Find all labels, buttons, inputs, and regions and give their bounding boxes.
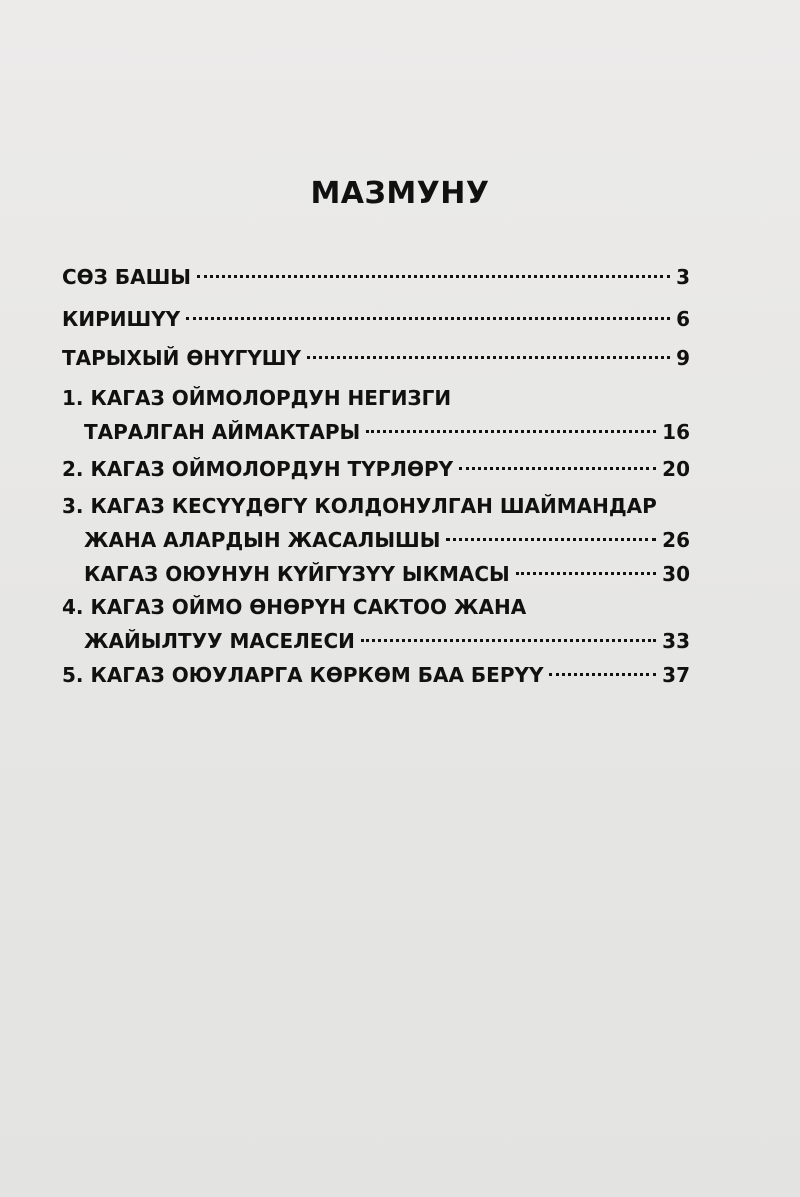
toc-page-number: 37 — [662, 663, 690, 687]
toc-entry-chapter-4 — [62, 590, 690, 658]
dot-leader — [186, 317, 670, 320]
toc-page-number: 16 — [662, 420, 690, 444]
toc-entry-chapter-1 — [62, 381, 690, 449]
toc-entry-title-continued: ТАРАЛГАН АЙМАКТАРЫ — [84, 420, 361, 444]
toc-line — [62, 557, 690, 591]
dot-leader — [516, 572, 656, 575]
toc-entry-title: ТАРЫХЫЙ ӨНҮГҮШҮ — [62, 346, 301, 370]
dot-leader — [446, 538, 656, 541]
toc-line — [62, 341, 690, 375]
toc-line — [62, 415, 690, 449]
toc-entry-title: 4. КАГАЗ ОЙМО ӨНӨРҮН САКТОО ЖАНА — [62, 595, 527, 619]
toc-entry-title: 1. КАГАЗ ОЙМОЛОРДУН НЕГИЗГИ — [62, 386, 452, 410]
toc-entry-chapter-2 — [62, 452, 690, 486]
dot-leader — [197, 275, 670, 278]
toc-page-number: 33 — [662, 629, 690, 653]
toc-entry-history — [62, 341, 690, 375]
toc-page-number: 9 — [676, 346, 690, 370]
toc-entry-title: СӨЗ БАШЫ — [62, 265, 192, 289]
toc-page-number: 6 — [676, 307, 690, 331]
toc-entry-introduction — [62, 302, 690, 336]
toc-entry-title: 2. КАГАЗ ОЙМОЛОРДУН ТҮРЛӨРҮ — [62, 457, 454, 481]
toc-line — [62, 260, 690, 294]
toc-entry-title-continued: ЖАНА АЛАРДЫН ЖАСАЛЫШЫ — [84, 528, 441, 552]
toc-line — [62, 523, 690, 557]
toc-line — [62, 658, 690, 692]
toc-entry-burning-technique — [62, 557, 690, 591]
toc-entry-title: КАГАЗ ОЮУНУН КҮЙГҮЗҮҮ ЫКМАСЫ — [84, 562, 510, 586]
toc-line — [62, 452, 690, 486]
toc-page-number: 20 — [662, 457, 690, 481]
toc-page-number: 26 — [662, 528, 690, 552]
toc-entry-title: 3. КАГАЗ КЕСҮҮДӨГҮ КОЛДОНУЛГАН ШАЙМАНДАР — [62, 494, 657, 518]
dot-leader — [549, 673, 656, 676]
page-title: МАЗМУНУ — [310, 176, 490, 211]
toc-entry-title: 5. КАГАЗ ОЮУЛАРГА КӨРКӨМ БАА БЕРҮҮ — [62, 663, 544, 687]
toc-line — [62, 302, 690, 336]
toc-page-number: 30 — [662, 562, 690, 586]
toc-entry-foreword — [62, 260, 690, 294]
dot-leader — [366, 430, 656, 433]
dot-leader — [307, 356, 670, 359]
toc-line — [62, 624, 690, 658]
toc-entry-title-continued: ЖАЙЫЛТУУ МАСЕЛЕСИ — [84, 629, 355, 653]
dot-leader — [459, 467, 656, 470]
toc-entry-title: КИРИШҮҮ — [62, 307, 181, 331]
dot-leader — [361, 639, 656, 642]
toc-entry-chapter-5 — [62, 658, 690, 692]
toc-entry-chapter-3 — [62, 489, 690, 557]
toc-page-number: 3 — [676, 265, 690, 289]
